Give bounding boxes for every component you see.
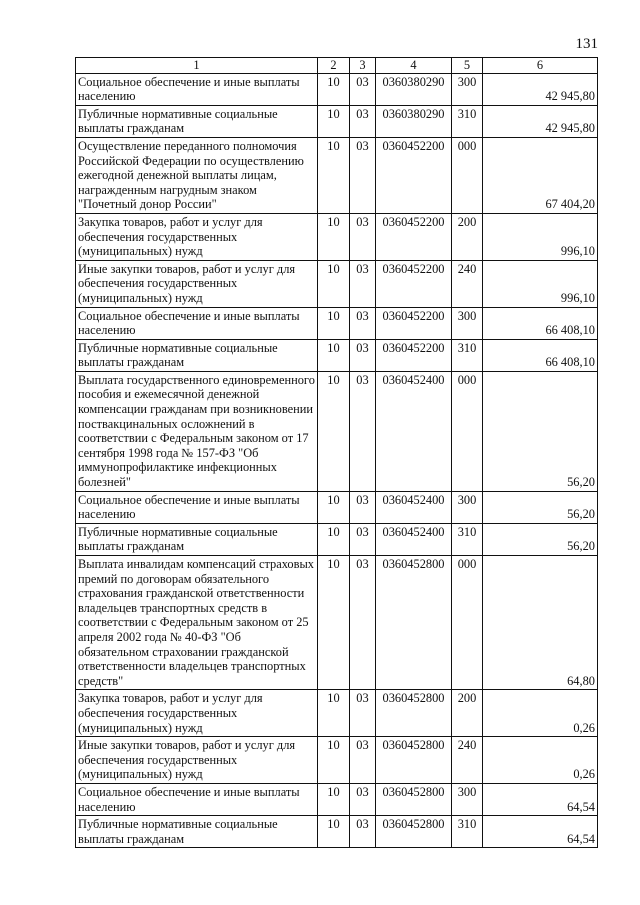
row-name-cell: Публичные нормативные социальные выплаты гражданам <box>76 816 318 848</box>
row-target-article-cell: 0360452200 <box>376 307 452 339</box>
row-amount-cell: 0,26 <box>483 690 598 737</box>
table-row <box>76 690 598 737</box>
row-target-article-cell: 0360452200 <box>376 260 452 307</box>
row-expense-type-cell: 000 <box>452 371 483 491</box>
row-amount-cell: 56,20 <box>483 371 598 491</box>
row-name-cell: Социальное обеспечение и иные выплаты населению <box>76 783 318 815</box>
table-row <box>76 307 598 339</box>
header-cell-section: 2 <box>318 58 350 74</box>
row-expense-type-cell: 200 <box>452 690 483 737</box>
row-name-cell: Социальное обеспечение и иные выплаты населению <box>76 491 318 523</box>
row-amount-cell: 56,20 <box>483 491 598 523</box>
table-row <box>76 105 598 137</box>
row-section-cell: 10 <box>318 523 350 555</box>
row-amount-cell: 42 945,80 <box>483 73 598 105</box>
row-expense-type-cell: 200 <box>452 213 483 260</box>
row-name-cell: Публичные нормативные социальные выплаты гражданам <box>76 339 318 371</box>
row-amount-cell: 56,20 <box>483 523 598 555</box>
row-amount-cell: 66 408,10 <box>483 339 598 371</box>
row-subsection-cell: 03 <box>350 213 376 260</box>
row-section-cell: 10 <box>318 371 350 491</box>
row-target-article-cell: 0360452800 <box>376 556 452 690</box>
row-expense-type-cell: 310 <box>452 105 483 137</box>
row-expense-type-cell: 300 <box>452 783 483 815</box>
row-expense-type-cell: 300 <box>452 491 483 523</box>
row-expense-type-cell: 240 <box>452 737 483 784</box>
row-section-cell: 10 <box>318 737 350 784</box>
row-subsection-cell: 03 <box>350 371 376 491</box>
budget-table <box>75 57 598 848</box>
row-expense-type-cell: 300 <box>452 307 483 339</box>
row-subsection-cell: 03 <box>350 491 376 523</box>
row-amount-cell: 42 945,80 <box>483 105 598 137</box>
row-name-cell: Иные закупки товаров, работ и услуг для обеспечения государственных (муниципальных) нужд <box>76 737 318 784</box>
row-subsection-cell: 03 <box>350 523 376 555</box>
row-name-cell: Социальное обеспечение и иные выплаты населению <box>76 73 318 105</box>
row-amount-cell: 64,54 <box>483 783 598 815</box>
row-section-cell: 10 <box>318 339 350 371</box>
row-target-article-cell: 0360380290 <box>376 73 452 105</box>
row-section-cell: 10 <box>318 137 350 213</box>
row-target-article-cell: 0360452200 <box>376 213 452 260</box>
row-target-article-cell: 0360452200 <box>376 137 452 213</box>
row-subsection-cell: 03 <box>350 307 376 339</box>
row-expense-type-cell: 000 <box>452 137 483 213</box>
row-amount-cell: 64,80 <box>483 556 598 690</box>
header-cell-target-article: 4 <box>376 58 452 74</box>
row-target-article-cell: 0360452400 <box>376 523 452 555</box>
table-row <box>76 783 598 815</box>
row-name-cell: Социальное обеспечение и иные выплаты населению <box>76 307 318 339</box>
row-expense-type-cell: 310 <box>452 816 483 848</box>
row-subsection-cell: 03 <box>350 73 376 105</box>
page-number: 131 <box>575 36 598 52</box>
table-row <box>76 556 598 690</box>
header-cell-amount: 6 <box>483 58 598 74</box>
row-subsection-cell: 03 <box>350 690 376 737</box>
row-target-article-cell: 0360452800 <box>376 690 452 737</box>
row-target-article-cell: 0360452400 <box>376 491 452 523</box>
table-header-row <box>76 58 598 74</box>
row-section-cell: 10 <box>318 816 350 848</box>
row-amount-cell: 67 404,20 <box>483 137 598 213</box>
row-amount-cell: 996,10 <box>483 260 598 307</box>
row-expense-type-cell: 240 <box>452 260 483 307</box>
row-subsection-cell: 03 <box>350 556 376 690</box>
row-subsection-cell: 03 <box>350 783 376 815</box>
row-expense-type-cell: 310 <box>452 523 483 555</box>
row-subsection-cell: 03 <box>350 737 376 784</box>
row-name-cell: Выплата инвалидам компенсаций страховых премий по договорам обязательного страхования гражданской ответственности владельцев транспортных средств в соответствии с Федеральным законом от 25 апреля 2002 года № 40-ФЗ "Об обязательном страховании гражданской ответственности владельцев транспортных средств" <box>76 556 318 690</box>
row-amount-cell: 996,10 <box>483 213 598 260</box>
row-expense-type-cell: 000 <box>452 556 483 690</box>
row-section-cell: 10 <box>318 690 350 737</box>
row-section-cell: 10 <box>318 783 350 815</box>
row-name-cell: Закупка товаров, работ и услуг для обеспечения государственных (муниципальных) нужд <box>76 213 318 260</box>
table-row <box>76 371 598 491</box>
row-amount-cell: 64,54 <box>483 816 598 848</box>
table-row <box>76 491 598 523</box>
table-row <box>76 339 598 371</box>
row-target-article-cell: 0360452400 <box>376 371 452 491</box>
row-section-cell: 10 <box>318 260 350 307</box>
header-cell-name: 1 <box>76 58 318 74</box>
row-name-cell: Публичные нормативные социальные выплаты гражданам <box>76 105 318 137</box>
row-target-article-cell: 0360452800 <box>376 737 452 784</box>
row-subsection-cell: 03 <box>350 137 376 213</box>
row-section-cell: 10 <box>318 213 350 260</box>
table-row <box>76 73 598 105</box>
row-subsection-cell: 03 <box>350 339 376 371</box>
row-expense-type-cell: 300 <box>452 73 483 105</box>
table-row <box>76 260 598 307</box>
row-section-cell: 10 <box>318 73 350 105</box>
row-subsection-cell: 03 <box>350 260 376 307</box>
table-row <box>76 737 598 784</box>
row-amount-cell: 66 408,10 <box>483 307 598 339</box>
table-row <box>76 523 598 555</box>
header-cell-subsection: 3 <box>350 58 376 74</box>
row-target-article-cell: 0360452800 <box>376 816 452 848</box>
row-name-cell: Публичные нормативные социальные выплаты гражданам <box>76 523 318 555</box>
row-target-article-cell: 0360380290 <box>376 105 452 137</box>
table-row <box>76 816 598 848</box>
row-name-cell: Иные закупки товаров, работ и услуг для обеспечения государственных (муниципальных) нужд <box>76 260 318 307</box>
row-section-cell: 10 <box>318 491 350 523</box>
row-section-cell: 10 <box>318 307 350 339</box>
row-expense-type-cell: 310 <box>452 339 483 371</box>
header-cell-expense-type: 5 <box>452 58 483 74</box>
row-name-cell: Закупка товаров, работ и услуг для обеспечения государственных (муниципальных) нужд <box>76 690 318 737</box>
table-row <box>76 213 598 260</box>
row-section-cell: 10 <box>318 556 350 690</box>
row-target-article-cell: 0360452200 <box>376 339 452 371</box>
row-name-cell: Выплата государственного единовременного пособия и ежемесячной денежной компенсации гражданам при возникновении поствакцинальных осложнений в соответствии с Федеральным законом от 17 сентября 1998 года № 157-ФЗ "Об иммунопрофилактике инфекционных болезней" <box>76 371 318 491</box>
row-target-article-cell: 0360452800 <box>376 783 452 815</box>
table-row <box>76 137 598 213</box>
row-name-cell: Осуществление переданного полномочия Российской Федерации по осуществлению ежегодной денежной выплаты лицам, награжденным нагрудным знаком "Почетный донор России" <box>76 137 318 213</box>
row-amount-cell: 0,26 <box>483 737 598 784</box>
row-subsection-cell: 03 <box>350 105 376 137</box>
row-subsection-cell: 03 <box>350 816 376 848</box>
row-section-cell: 10 <box>318 105 350 137</box>
